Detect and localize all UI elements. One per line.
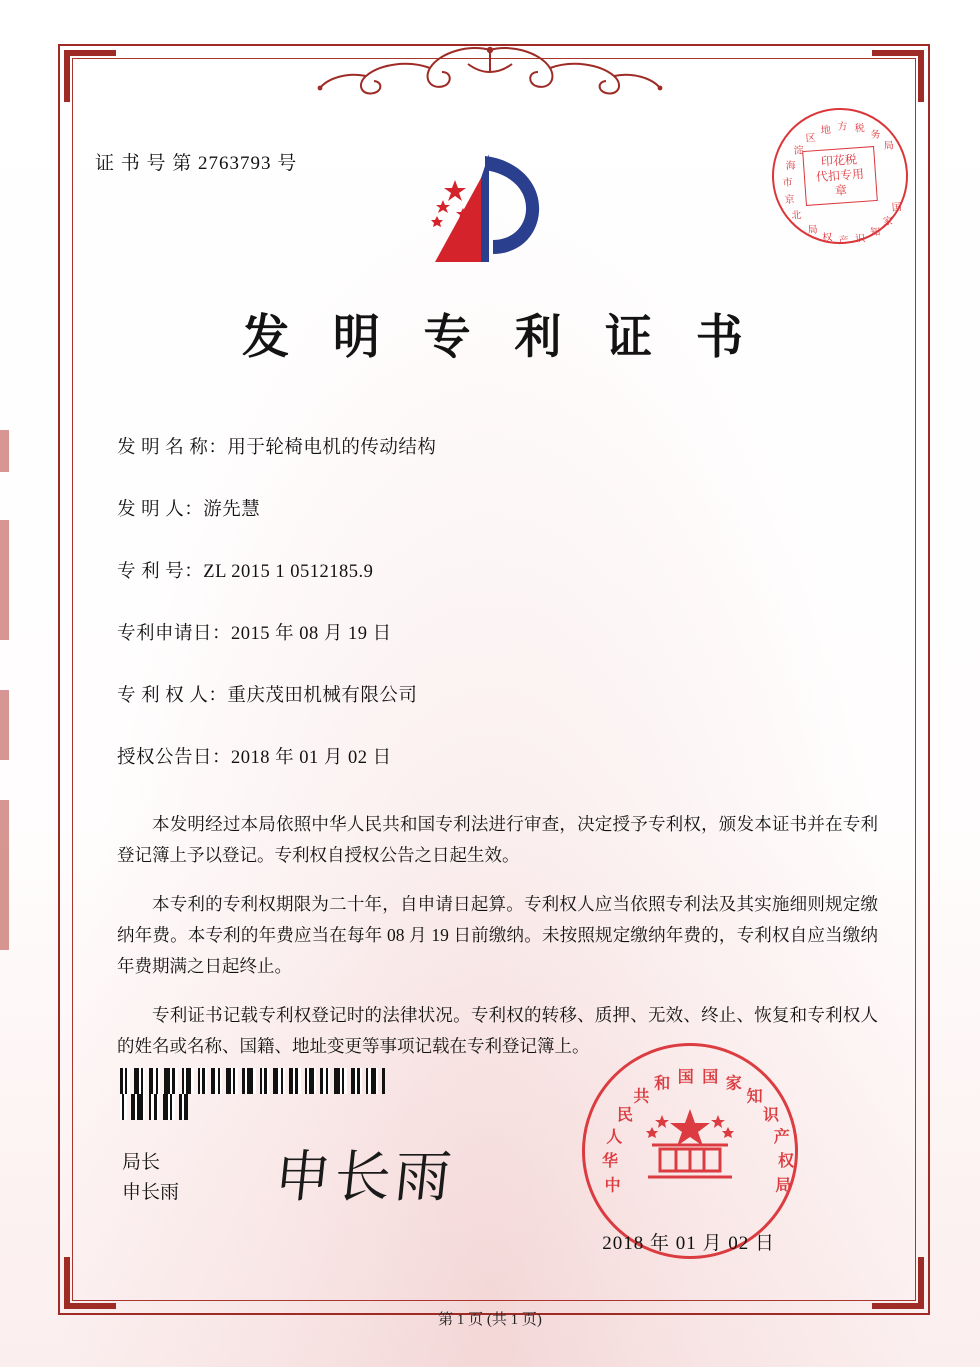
field-value: 用于轮椅电机的传动结构	[227, 438, 437, 458]
cnipa-logo-icon	[415, 150, 565, 270]
tax-stamp-ring-text: 北 京 市 海 淀 区 地 方 税 务 局 国 家 知 识 产 权 局	[782, 121, 903, 247]
field-value: 2015 年 08 月 19 日	[231, 624, 392, 644]
field-label: 发 明 人：	[117, 500, 204, 520]
top-ornament	[280, 42, 700, 104]
field-value: 2018 年 01 月 02 日	[231, 748, 392, 768]
field-value: 重庆茂田机械有限公司	[227, 686, 418, 706]
field-inventor	[117, 495, 890, 521]
tax-stamp-line2: 代扣专用章	[815, 166, 865, 198]
scan-edge-artifact	[0, 690, 9, 760]
scan-edge-artifact	[0, 520, 9, 640]
national-emblem-icon	[630, 1101, 750, 1201]
corner-ornament-top-left	[64, 50, 116, 102]
corner-ornament-bottom-left	[64, 1257, 116, 1309]
field-grant-announcement-date	[117, 743, 890, 769]
field-label: 专 利 权 人：	[117, 686, 228, 706]
paragraph-2: 本专利的专利权期限为二十年，自申请日起算。专利权人应当依照专利法及其实施细则规定缴纳年费。本专利的年费应当在每年 08 月 19 日前缴纳。未按照规定缴纳年费的，专利权自应当缴纳年费期满之日起终止。	[117, 893, 878, 977]
tax-stamp-line1: 印花税	[820, 152, 858, 169]
field-label: 专 利 号：	[117, 562, 204, 582]
field-invention-name	[117, 433, 890, 459]
field-application-date	[117, 619, 890, 645]
field-label: 发 明 名 称：	[117, 438, 228, 458]
signature-name: 申长雨	[122, 1182, 180, 1204]
scan-edge-artifact	[0, 430, 9, 472]
tax-stamp-inner	[802, 146, 878, 206]
signature-role: 局长	[122, 1152, 161, 1173]
field-patent-number	[117, 557, 890, 583]
tax-stamp	[767, 103, 912, 248]
handwritten-signature: 申长雨	[271, 1147, 458, 1209]
legal-text	[95, 809, 890, 1062]
field-patentee	[117, 681, 890, 707]
paragraph-1: 本发明经过本局依照中华人民共和国专利法进行审查，决定授予专利权，颁发本证书并在专利登记簿上予以登记。专利权自授权公告之日起生效。	[117, 814, 878, 866]
certificate-number: 证 书 号 第 2763793 号	[95, 153, 298, 174]
corner-ornament-top-right	[872, 50, 924, 102]
paragraph-3: 专利证书记载专利权登记时的法律状况。专利权的转移、质押、无效、终止、恢复和专利权人的姓名或名称、国籍、地址变更等事项记载在专利登记簿上。	[117, 1004, 878, 1056]
field-value: ZL 2015 1 0512185.9	[203, 562, 374, 582]
barcode	[120, 1068, 386, 1094]
field-label: 授权公告日：	[117, 748, 232, 768]
corner-ornament-bottom-right	[872, 1257, 924, 1309]
seal-ring-text: 中 华 人 民 共 和 国 国 家 知 识 产 权 局	[602, 1068, 794, 1195]
page-title: 发 明 专 利 证 书	[242, 312, 759, 364]
seal-date: 2018 年 01 月 02 日	[602, 1233, 775, 1254]
field-value: 游先慧	[203, 500, 261, 520]
fields-list	[95, 433, 890, 769]
signature-block	[122, 1148, 179, 1209]
field-label: 专利申请日：	[117, 624, 232, 644]
scan-edge-artifact	[0, 800, 9, 950]
national-seal	[582, 1043, 798, 1259]
page-footer: 第 1 页 (共 1 页)	[438, 1312, 542, 1328]
